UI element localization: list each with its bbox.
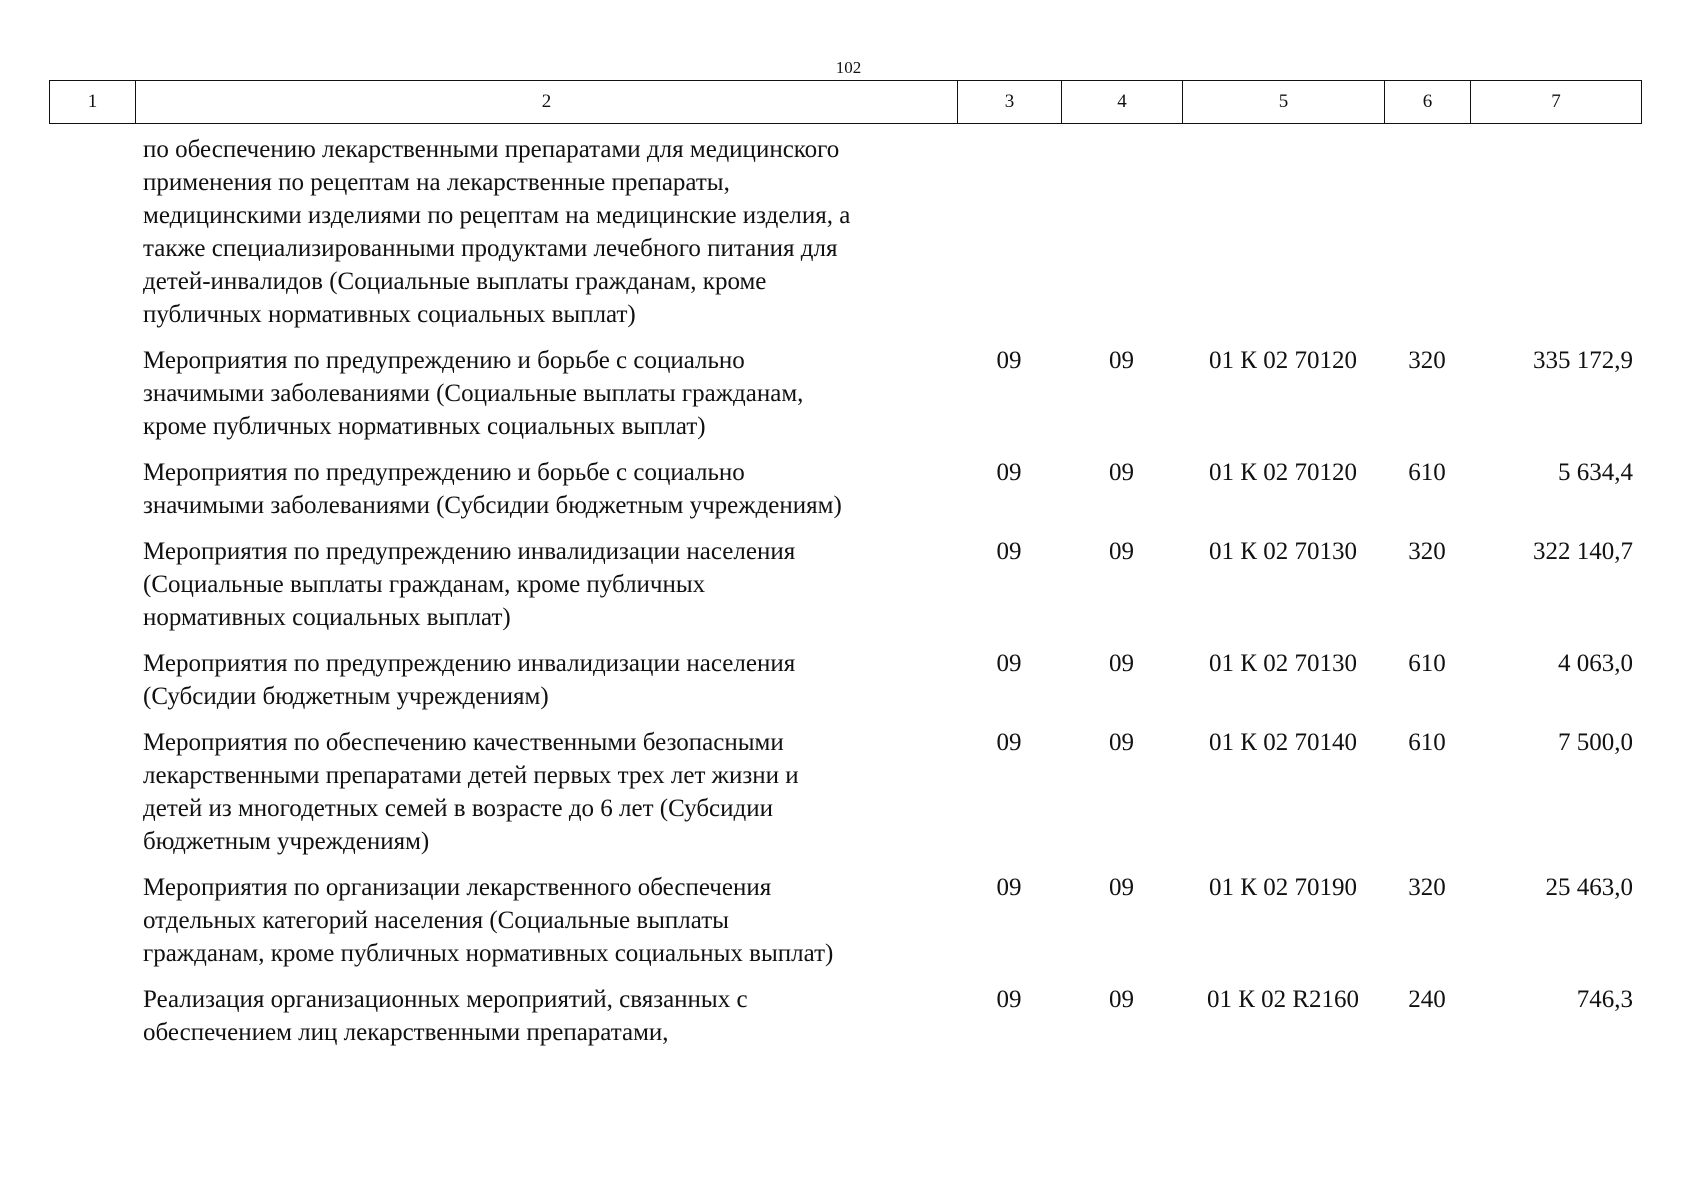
description-cell	[135, 983, 957, 1049]
column-header-1: 1	[50, 81, 136, 124]
column-header-table	[49, 80, 1642, 124]
description-line: нормативных социальных выплат)	[143, 604, 511, 631]
expense-type-cell: 610	[1408, 729, 1446, 756]
target-article-cell: 01 К 02 70120	[1209, 459, 1357, 486]
description-line: по обеспечению лекарственными препаратами для медицинского	[143, 136, 840, 163]
description-cell	[135, 456, 957, 522]
description-cell	[135, 726, 957, 858]
table-row	[49, 535, 1641, 634]
subsection-code-cell: 09	[1109, 347, 1134, 374]
section-code-cell: 09	[996, 347, 1022, 374]
table-row	[49, 983, 1641, 1049]
description-line: медицинскими изделиями по рецептам на медицинские изделия, а	[143, 202, 851, 229]
expense-type-cell: 320	[1408, 347, 1446, 374]
expense-type-cell: 320	[1408, 538, 1446, 565]
section-code-cell: 09	[996, 874, 1022, 901]
description-line: значимыми заболеваниями (Социальные выплаты гражданам,	[143, 380, 804, 407]
amount-cell: 7 500,0	[1558, 729, 1633, 756]
description-line: детей-инвалидов (Социальные выплаты гражданам, кроме	[143, 268, 767, 295]
target-article-cell: 01 К 02 70130	[1209, 538, 1357, 565]
amount-cell: 746,3	[1576, 986, 1633, 1013]
table-row	[49, 647, 1641, 713]
target-article-cell: 01 К 02 R2160	[1206, 986, 1360, 1013]
subsection-code-cell: 09	[1109, 538, 1134, 565]
description-line: Мероприятия по обеспечению качественными безопасными	[143, 729, 784, 756]
description-line: отдельных категорий населения (Социальные выплаты	[143, 907, 729, 934]
description-line: бюджетным учреждениям)	[143, 828, 430, 855]
column-header-row	[50, 81, 1642, 124]
amount-cell: 322 140,7	[1533, 538, 1633, 565]
description-line: Мероприятия по предупреждению и борьбе с социально	[143, 459, 745, 486]
description-line: (Субсидии бюджетным учреждениям)	[143, 683, 549, 710]
description-line: Мероприятия по предупреждению инвалидизации населения	[143, 650, 796, 677]
subsection-code-cell: 09	[1109, 986, 1134, 1013]
section-code-cell: 09	[996, 650, 1022, 677]
description-line: Мероприятия по предупреждению инвалидизации населения	[143, 538, 796, 565]
description-line: применения по рецептам на лекарственные препараты,	[143, 169, 730, 196]
page-number: 102	[835, 58, 862, 77]
subsection-code-cell: 09	[1109, 874, 1134, 901]
description-line: значимыми заболеваниями (Субсидии бюджетным учреждениям)	[143, 492, 842, 519]
description-line: кроме публичных нормативных социальных выплат)	[143, 413, 706, 440]
amount-cell: 4 063,0	[1558, 650, 1633, 677]
column-header-2: 2	[136, 81, 958, 124]
description-line: Реализация организационных мероприятий, связанных с	[143, 986, 748, 1013]
description-cell	[135, 133, 957, 331]
expense-type-cell: 320	[1408, 874, 1446, 901]
amount-cell: 5 634,4	[1558, 459, 1633, 486]
column-header-5: 5	[1183, 81, 1385, 124]
table-row	[49, 871, 1641, 970]
description-line: (Социальные выплаты гражданам, кроме публичных	[143, 571, 706, 598]
column-header-4: 4	[1062, 81, 1183, 124]
table-row	[49, 133, 1641, 331]
target-article-cell: 01 К 02 70120	[1209, 347, 1357, 374]
section-code-cell: 09	[996, 729, 1022, 756]
description-cell	[135, 871, 957, 970]
expense-type-cell: 240	[1408, 986, 1446, 1013]
column-header-3: 3	[958, 81, 1062, 124]
description-line: обеспечением лиц лекарственными препаратами,	[143, 1019, 669, 1046]
column-header-6: 6	[1385, 81, 1471, 124]
subsection-code-cell: 09	[1109, 459, 1134, 486]
description-line: Мероприятия по организации лекарственного обеспечения	[143, 874, 772, 901]
target-article-cell: 01 К 02 70130	[1209, 650, 1357, 677]
amount-cell: 25 463,0	[1545, 874, 1633, 901]
target-article-cell: 01 К 02 70140	[1209, 729, 1357, 756]
target-article-cell: 01 К 02 70190	[1209, 874, 1357, 901]
description-line: публичных нормативных социальных выплат)	[143, 301, 636, 328]
table-body	[49, 133, 1641, 1062]
description-line: детей из многодетных семей в возрасте до 6 лет (Субсидии	[143, 795, 774, 822]
column-header-7: 7	[1471, 81, 1642, 124]
description-line: гражданам, кроме публичных нормативных социальных выплат)	[143, 940, 834, 967]
section-code-cell: 09	[996, 459, 1022, 486]
description-cell	[135, 647, 957, 713]
description-line: Мероприятия по предупреждению и борьбе с социально	[143, 347, 745, 374]
description-cell	[135, 535, 957, 634]
description-line: также специализированными продуктами лечебного питания для	[143, 235, 838, 262]
description-cell	[135, 344, 957, 443]
description-line: лекарственными препаратами детей первых трех лет жизни и	[143, 762, 799, 789]
section-code-cell: 09	[996, 538, 1022, 565]
subsection-code-cell: 09	[1109, 650, 1134, 677]
expense-type-cell: 610	[1408, 459, 1446, 486]
amount-cell: 335 172,9	[1533, 347, 1633, 374]
section-code-cell: 09	[996, 986, 1022, 1013]
table-row	[49, 726, 1641, 858]
table-row	[49, 344, 1641, 443]
table-row	[49, 456, 1641, 522]
expense-type-cell: 610	[1408, 650, 1446, 677]
subsection-code-cell: 09	[1109, 729, 1134, 756]
